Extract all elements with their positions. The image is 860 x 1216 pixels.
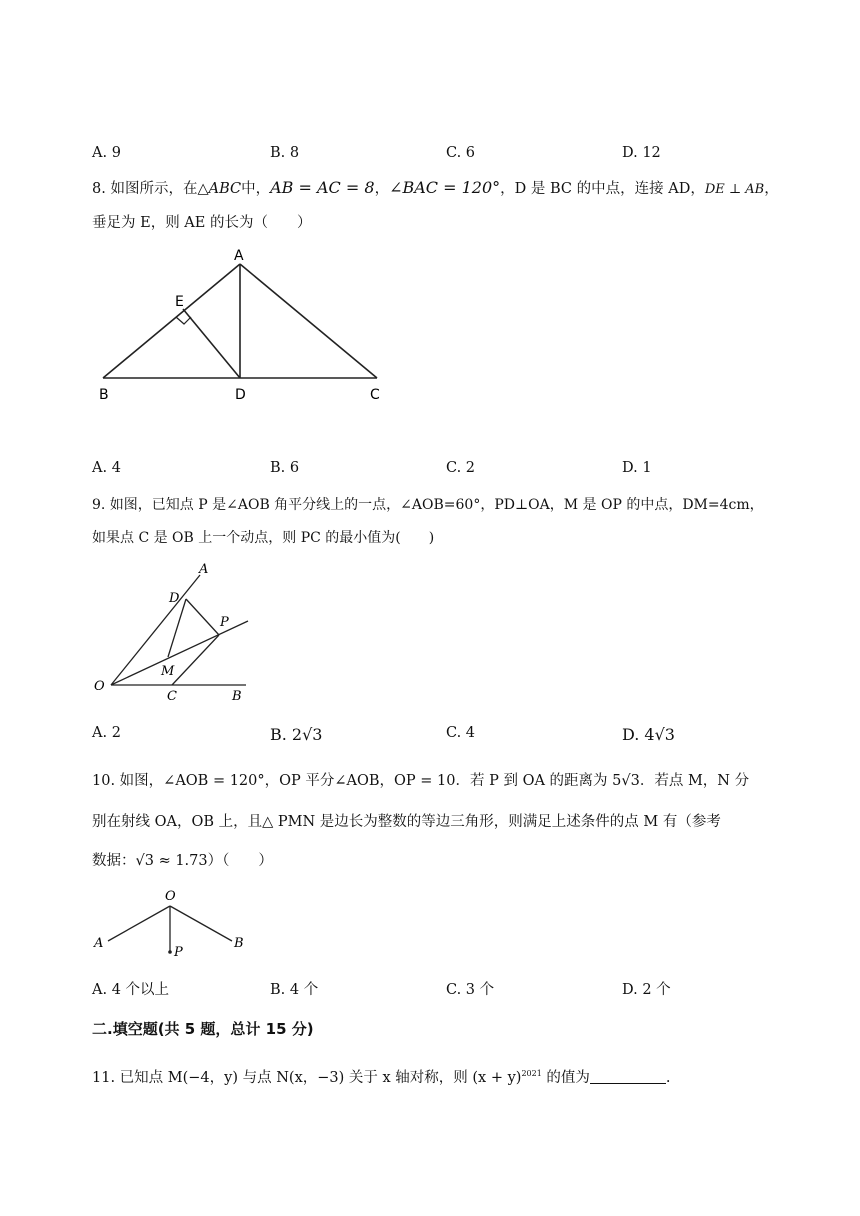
q9-question-line2: 如果点 C 是 OB 上一个动点，则 PC 的最小值为( ) xyxy=(92,530,435,546)
q10-option-a: A. 4 个以上 xyxy=(92,982,170,998)
q7-option-a: A. 9 xyxy=(92,145,121,161)
q8-option-b: B. 6 xyxy=(270,460,300,476)
q8-label-b: B xyxy=(99,387,109,403)
q9-option-c: C. 4 xyxy=(446,725,476,741)
q8-option-a: A. 4 xyxy=(92,460,121,476)
q10-label-a: A xyxy=(94,936,104,951)
q11-question: 11. 已知点 M(−4，y) 与点 N(x，−3) 关于 x 轴对称，则 $(x + y)^{2021}$ 的值为 . xyxy=(92,1069,671,1086)
q9-label-m: M xyxy=(161,664,175,679)
q9-question-line1: 9. 如图，已知点 P 是∠AOB 角平分线上的一点，∠AOB=60°，PD⊥OA，M 是 OP 的中点，DM=4cm， xyxy=(92,497,764,513)
q10-angle-figure xyxy=(88,884,258,964)
q9-label-c: C xyxy=(167,689,177,704)
q9-label-b: B xyxy=(232,689,242,704)
q9-angle-figure xyxy=(88,558,268,708)
q8-question-line1: 8. 如图所示，在△ABC中，AB = AC = 8，∠BAC = 120°，D 是 BC 的中点，连接 AD，DE ⊥ AB， xyxy=(92,178,779,197)
q8-option-c: C. 2 xyxy=(446,460,476,476)
q10-question-line3: 数据：√3 ≈ 1.73）（ ） xyxy=(92,853,273,869)
q9-option-a: A. 2 xyxy=(92,725,121,741)
q8-label-d: D xyxy=(235,387,246,403)
q10-question-line2: 别在射线 OA，OB 上，且△ PMN 是边长为整数的等边三角形，则满足上述条件的点 M 有（参考 xyxy=(92,814,721,830)
q10-option-b: B. 4 个 xyxy=(270,982,319,998)
q10-label-o: O xyxy=(165,889,176,904)
q9-label-o: O xyxy=(94,679,105,694)
q9-option-d: D. 4√3 xyxy=(622,725,675,744)
q10-option-d: D. 2 个 xyxy=(622,982,671,998)
q10-question-line1: 10. 如图，∠AOB = 120°，OP 平分∠AOB，OP = 10．若 P 到 OA 的距离为 5√3．若点 M，N 分 xyxy=(92,773,750,789)
q9-label-d: D xyxy=(169,591,180,606)
q9-option-b: B. 2√3 xyxy=(270,725,323,744)
q9-label-p: P xyxy=(220,615,229,630)
q10-option-c: C. 3 个 xyxy=(446,982,495,998)
q11-answer-blank[interactable] xyxy=(590,1069,666,1084)
q8-label-c: C xyxy=(370,387,380,403)
q8-label-a: A xyxy=(234,248,244,264)
q9-label-a: A xyxy=(199,562,209,577)
q7-option-c: C. 6 xyxy=(446,145,476,161)
q8-option-d: D. 1 xyxy=(622,460,652,476)
q7-option-d: D. 12 xyxy=(622,145,661,161)
q10-label-p: P xyxy=(174,945,183,960)
q8-question-line2: 垂足为 E，则 AE 的长为（ ） xyxy=(92,215,312,231)
q8-triangle-figure xyxy=(90,240,400,410)
q10-label-b: B xyxy=(234,936,244,951)
q7-option-b: B. 8 xyxy=(270,145,300,161)
q8-label-e: E xyxy=(175,294,184,310)
section-heading-fill-in: 二.填空题(共 5 题，总计 15 分) xyxy=(92,1020,314,1038)
